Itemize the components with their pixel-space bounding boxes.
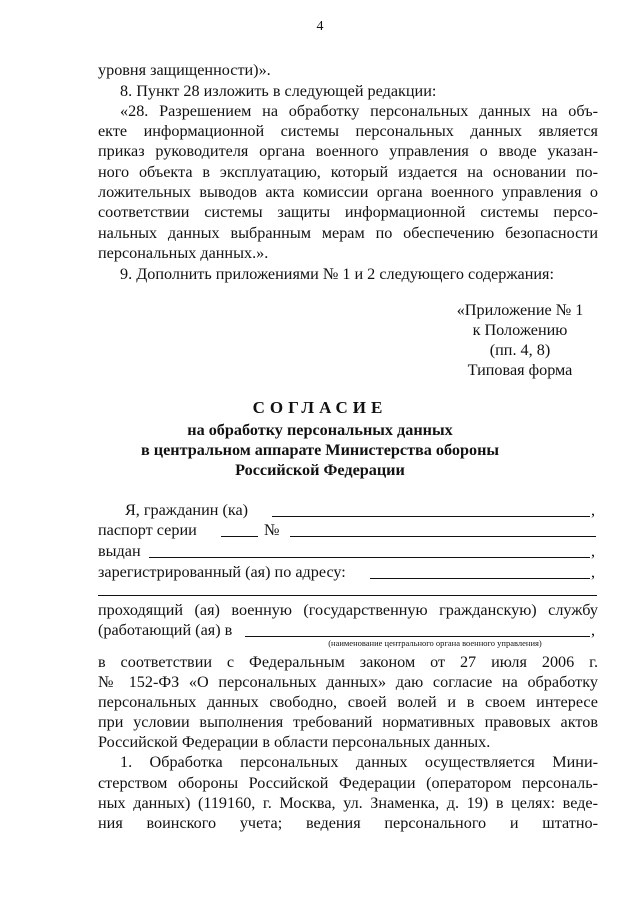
passport-number-label: № [264, 521, 280, 539]
text-line: 9. Дополнить приложениями № 1 и 2 следующего содержания: [120, 265, 554, 283]
text-line: при условии выполнения требований нормативных правовых актов [98, 713, 598, 731]
text-line: уровня защищенности)». [98, 61, 271, 79]
address-field[interactable] [370, 578, 590, 579]
text-line: нальных данных выбранным мерам по обеспечению безопасности [98, 224, 598, 242]
passport-series-field[interactable] [221, 536, 258, 537]
text-line: стерством обороны Российской Федерации (оператором персональ- [98, 774, 598, 792]
form-subtitle-line: в центральном аппарате Министерства обороны [140, 441, 500, 459]
appendix-header-line: к Положению [472, 321, 568, 339]
passport-number-field[interactable] [290, 536, 596, 537]
issued-label: выдан [98, 542, 141, 560]
service-line: проходящий (ая) военную (государственную гражданскую) службу [98, 601, 598, 619]
comma: , [591, 563, 596, 581]
text-line: приказ руководителя органа военного управления о вводе указан- [98, 142, 598, 160]
text-line: ных данных) (119160, г. Москва, ул. Знаменка, д. 19) в целях: веде- [98, 794, 598, 812]
text-line: № 152-ФЗ «О персональных данных» даю согласие на обработку [98, 673, 598, 691]
text-line: в соответствии с Федеральным законом от 27 июля 2006 г. [98, 653, 598, 671]
citizen-name-field[interactable] [272, 516, 590, 517]
text-line: 1. Обработка персональных данных осуществляется Мини- [120, 753, 598, 771]
registered-label: зарегистрированный (ая) по адресу: [98, 563, 346, 581]
text-line: «28. Разрешением на обработку персональных данных на объ- [120, 102, 598, 120]
text-line: 8. Пункт 28 изложить в следующей редакции: [120, 82, 437, 100]
form-subtitle-line: Российской Федерации [235, 461, 405, 479]
issued-by-field[interactable] [149, 557, 590, 558]
organization-field[interactable] [245, 636, 590, 637]
organization-caption: (наименование центрального органа военного управления) [328, 638, 542, 648]
comma: , [591, 501, 596, 519]
text-line: екте информационной системы персональных данных является [98, 122, 598, 140]
address-continuation-field[interactable] [98, 595, 597, 596]
text-line: ложительных выводов акта комиссии органа военного управления о [98, 183, 598, 201]
text-line: Российской Федерации в области персональных данных. [98, 733, 491, 751]
working-label: (работающий (ая) в [98, 621, 233, 639]
text-line: ного объекта в эксплуатацию, который издается на основании по- [98, 163, 598, 181]
form-subtitle-line: на обработку персональных данных [187, 421, 453, 439]
appendix-header-line: (пп. 4, 8) [489, 341, 551, 359]
citizen-label: Я, граждан​ин (ка) [125, 501, 249, 519]
comma: , [591, 542, 596, 560]
passport-series-label: паспорт серии [98, 521, 197, 539]
text-line: персональных данных.». [98, 244, 269, 262]
text-line: персональных данных свободно, своей волей и в своем интересе [98, 693, 598, 711]
page-number: 4 [316, 19, 324, 34]
appendix-header-line: «Приложение № 1 [456, 301, 584, 319]
text-line: соответствии системы защиты информационной системы персо- [98, 203, 598, 221]
text-line: ния воинского учета; ведения персонального и штатно- [98, 814, 598, 832]
form-title: СОГЛАСИЕ [252, 398, 388, 417]
form-type-label: Типовая форма [467, 361, 573, 379]
comma: , [591, 621, 596, 639]
